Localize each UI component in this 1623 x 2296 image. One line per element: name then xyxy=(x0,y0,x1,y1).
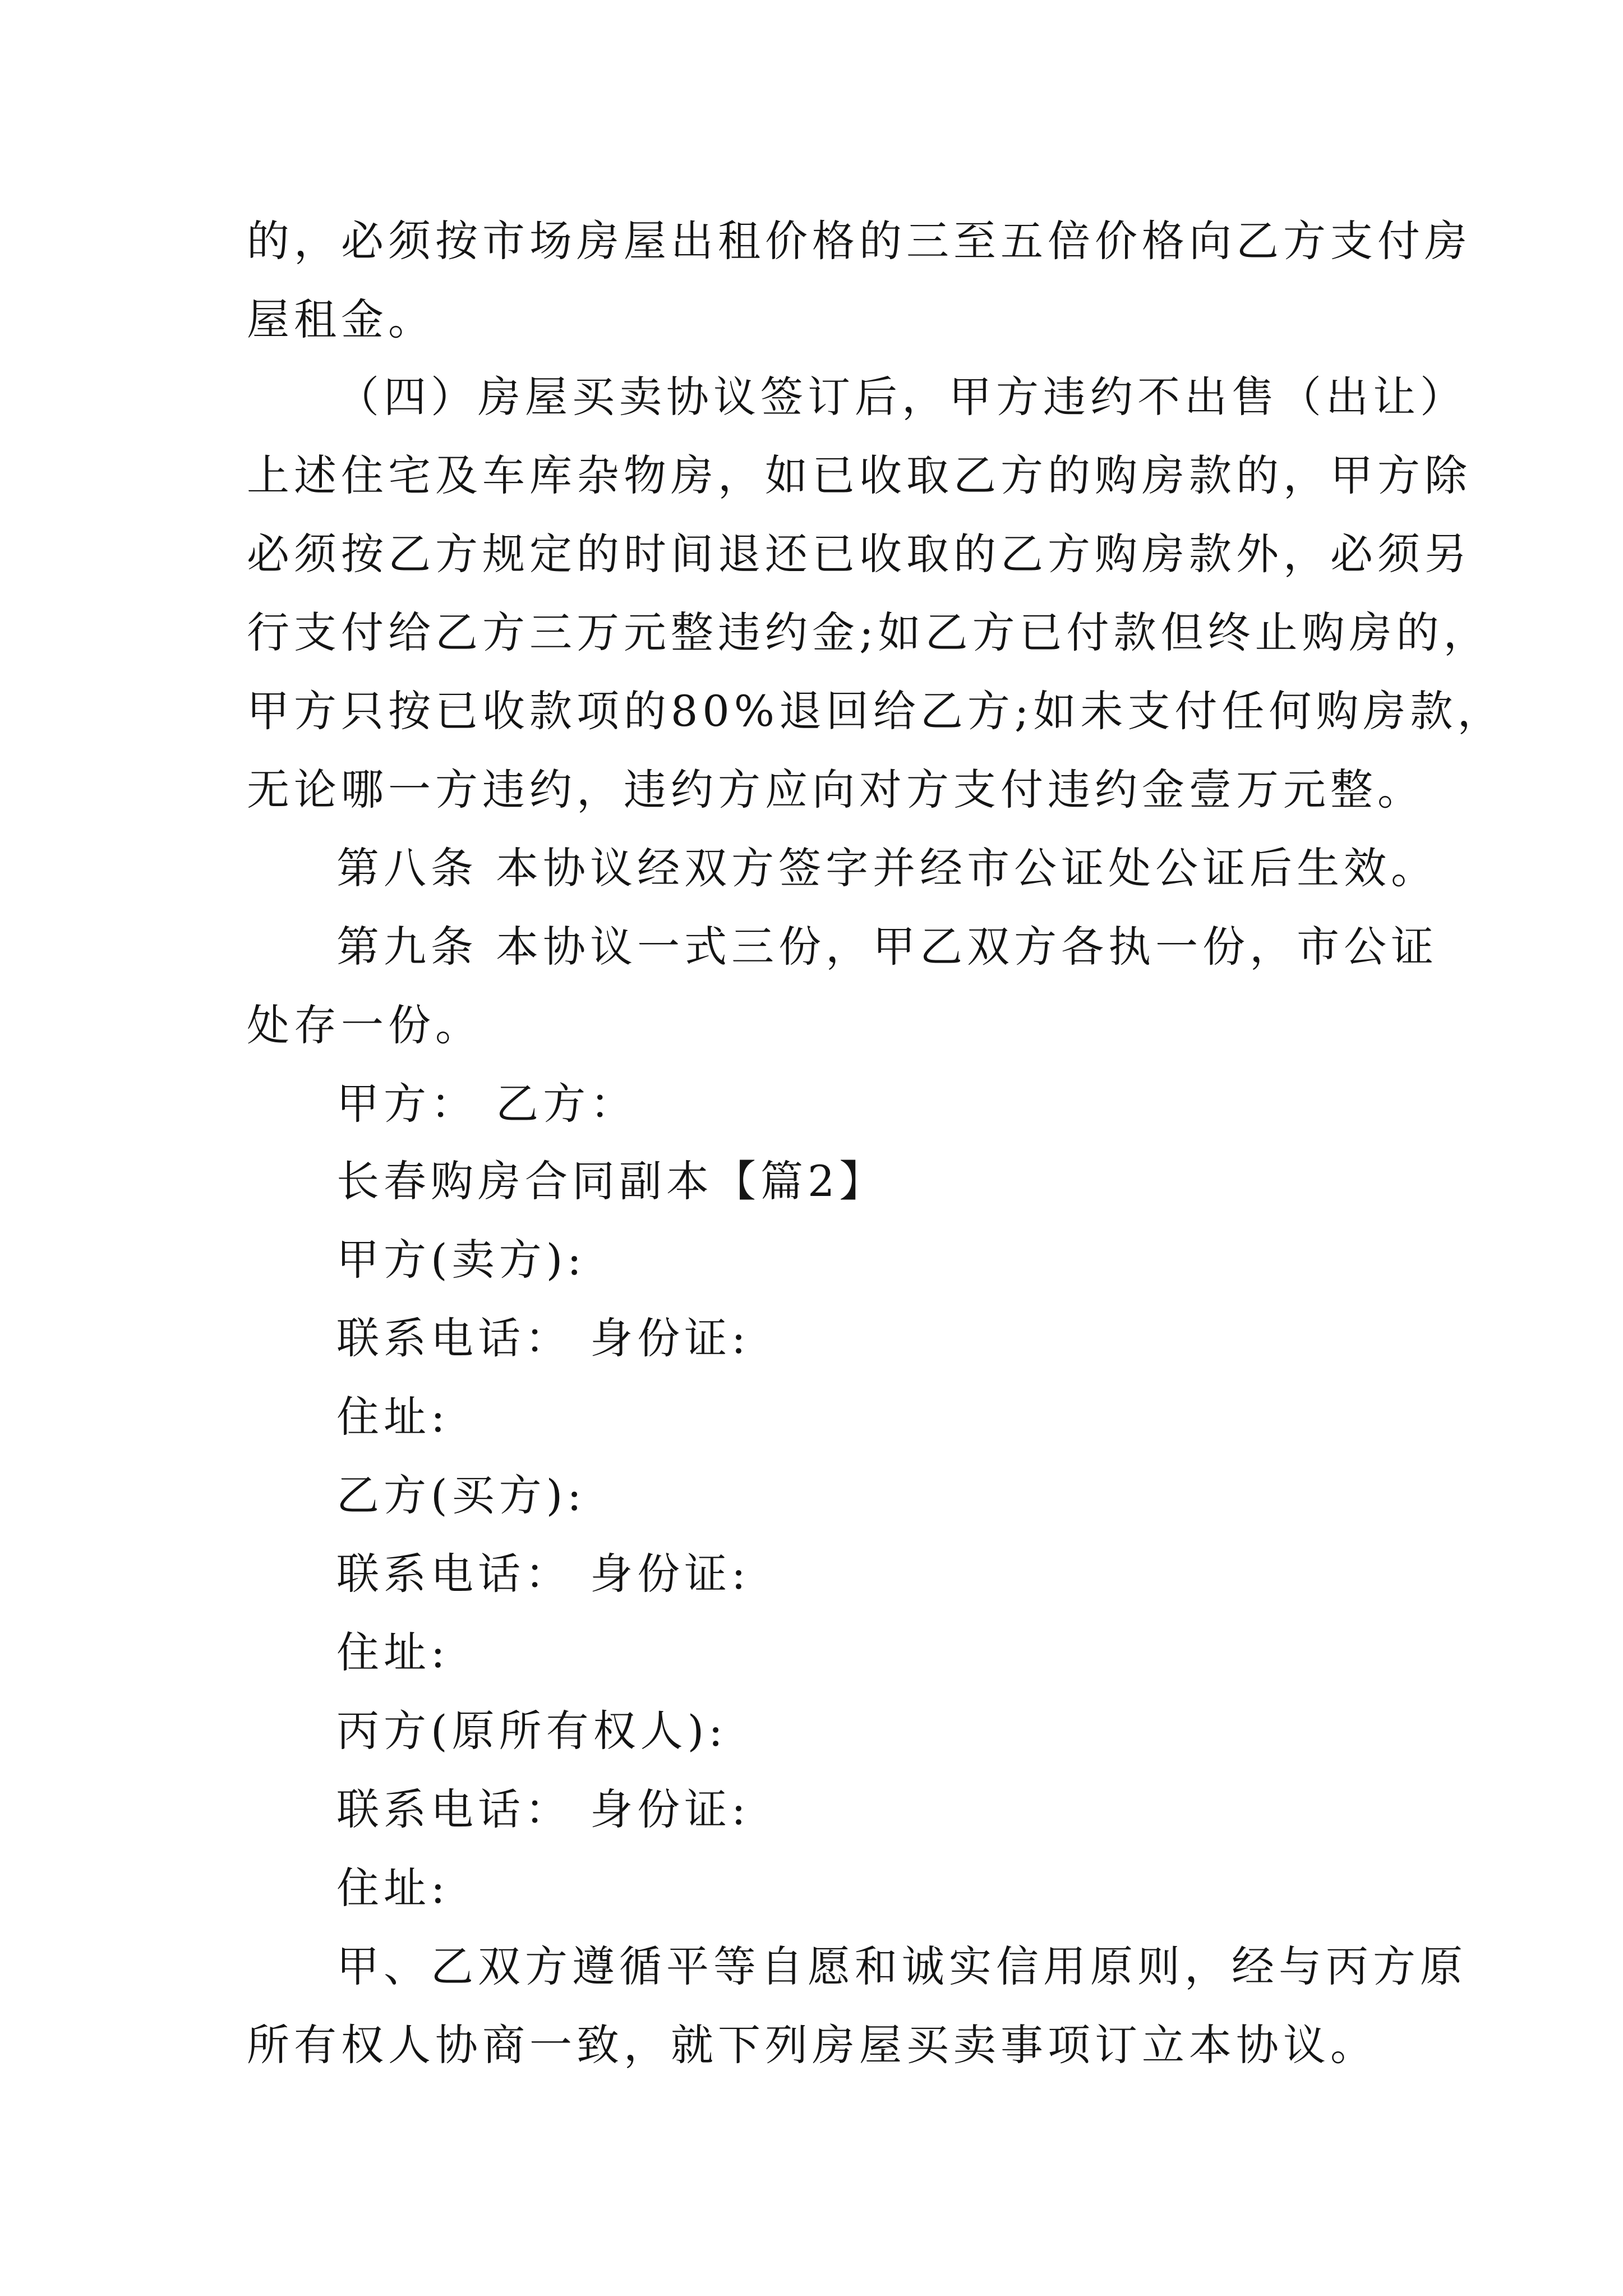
closing-line: 甲、乙双方遵循平等自愿和诚实信用原则，经与丙方原 xyxy=(336,1941,1467,1991)
paragraph-line: 甲方只按已收款项的80%退回给乙方;如未支付任何购房款， xyxy=(247,686,1505,736)
party-c-contact: 联系电话： 身份证: xyxy=(336,1784,750,1834)
paragraph-line: 行支付给乙方三万元整违约金;如乙方已付款但终止购房的， xyxy=(247,608,1491,657)
signature-line: 甲方： 乙方： xyxy=(336,1079,638,1129)
paragraph-line: （四）房屋买卖协议签订后，甲方违约不出售（出让） xyxy=(336,372,1467,422)
paragraph-line: 上述住宅及车库杂物房，如已收取乙方的购房款的，甲方除 xyxy=(247,450,1472,500)
paragraph-line: 屋租金。 xyxy=(247,295,435,344)
party-b-contact: 联系电话： 身份证: xyxy=(336,1549,750,1599)
paragraph-line: 必须按乙方规定的时间退还已收取的乙方购房款外，必须另 xyxy=(247,529,1472,579)
party-b-address: 住址: xyxy=(336,1627,450,1677)
party-a-contact: 联系电话： 身份证: xyxy=(336,1313,750,1363)
party-c-address: 住址: xyxy=(336,1863,450,1913)
paragraph-line: 的，必须按市场房屋出租价格的三至五倍价格向乙方支付房 xyxy=(247,216,1472,266)
party-a-title: 甲方(卖方): xyxy=(336,1235,586,1285)
party-a-address: 住址: xyxy=(336,1392,450,1442)
closing-line: 所有权人协商一致，就下列房屋买卖事项订立本协议。 xyxy=(247,2020,1377,2070)
article-8: 第八条 本协议经双方签字并经市公证处公证后生效。 xyxy=(336,843,1438,893)
party-c-title: 丙方(原所有权人): xyxy=(336,1706,727,1756)
article-9-line: 第九条 本协议一式三份，甲乙双方各执一份，市公证 xyxy=(336,922,1438,972)
paragraph-line: 无论哪一方违约，违约方应向对方支付违约金壹万元整。 xyxy=(247,765,1424,815)
party-b-title: 乙方(买方): xyxy=(336,1470,586,1520)
section-heading: 长春购房合同副本【篇2】 xyxy=(336,1156,887,1206)
article-9-line: 处存一份。 xyxy=(247,1000,482,1050)
